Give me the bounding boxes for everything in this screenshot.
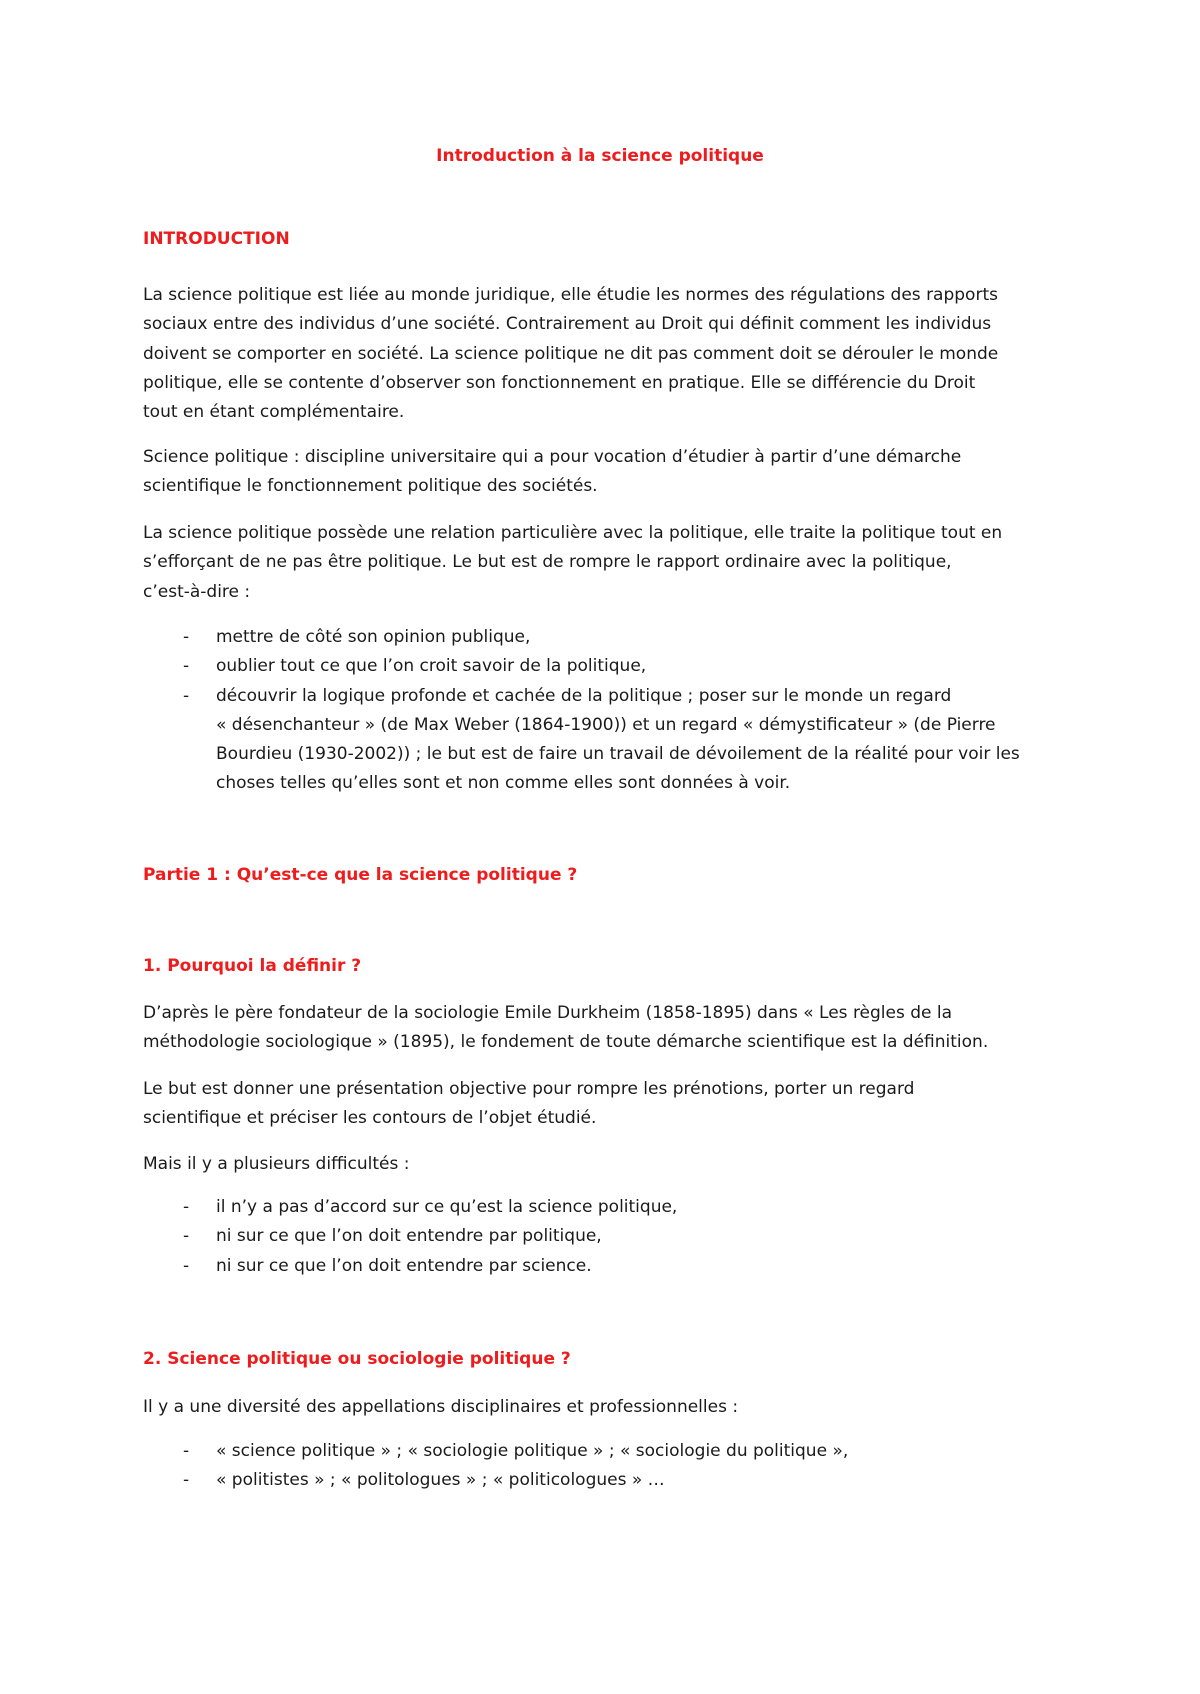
text-line: sociaux entre des individus d’une société. Contrairement au Droit qui définit comment les individus <box>143 314 992 335</box>
partie-1-heading: Partie 1 : Qu’est-ce que la science politique ? <box>143 865 578 885</box>
text-line: scientifique le fonctionnement politique des sociétés. <box>143 476 598 497</box>
intro-heading: INTRODUCTION <box>143 229 290 249</box>
document-page: Introduction à la science politique INTRODUCTION La science politique est liée au monde juridique, elle étudie les normes des régulations des rapports sociaux entre des individus d’une société. Contrairement au Droit qui définit comment les individus doivent se comporter en société. La science politique ne dit pas comment doit se dérouler le monde politique, elle se contente d’observer son fonctionnement en pratique. Elle se différencie du Droit tout en étant complémentaire. Science politique : discipline universitaire qui a pour vocation d’étudier à partir d’une démarche scientifique le fonctionnement politique des sociétés. La science politique possède une relation particulière avec la politique, elle traite la politique tout en s’efforçant de ne pas être politique. Le but est de rompre le rapport ordinaire avec la politique, c’est-à-dire : - mettre de côté son opinion publique, - oublier tout ce que l’on croit savoir de la politique, - découvrir la logique profonde et cachée de la politique ; poser sur le monde un regard « désenchanteur » (de Max Weber (1864-1900)) et un regard « démystificateur » (de Pierre Bourdieu (1930-2002)) ; le but est de faire un travail de dévoilement de la réalité pour voir les choses telles qu’elles sont et non comme elles sont données à voir. Partie 1 : Qu’est-ce que la science politique ? 1. Pourquoi la définir ? D’après le père fondateur de la sociologie Emile Durkheim (1858-1895) dans « Les règles de la méthodologie sociologique » (1895), le fondement de toute démarche scientifique est la définition. Le but est donner une présentation objective pour rompre les prénotions, porter un regard scientifique et préciser les contours de l’objet étudié. Mais il y a plusieurs difficultés : - il n’y a pas d’accord sur ce qu’est la science politique, - ni sur ce que l’on doit entendre par politique, - ni sur ce que l’on doit entendre par science. 2. Science politique ou sociologie politique ? Il y a une diversité des appellations disciplinaires et professionnelles : - « science politique » ; « sociologie politique » ; « sociologie du politique », - « politistes » ; « politologues » ; « politicologues » … <box>0 0 1200 1694</box>
intro-paragraph-2 <box>143 443 1073 502</box>
section-1-paragraph-2 <box>143 1075 1073 1134</box>
section-1-paragraph-1 <box>143 999 1073 1058</box>
text-line: Mais il y a plusieurs difficultés : <box>143 1154 410 1174</box>
section-1-heading: 1. Pourquoi la définir ? <box>143 956 362 976</box>
text-line: politique, elle se contente d’observer son fonctionnement en pratique. Elle se différencie du Droit <box>143 372 976 393</box>
text-line: Science politique : discipline universitaire qui a pour vocation d’étudier à partir d’une démarche <box>143 447 962 467</box>
bullet-dash: - <box>183 1226 190 1247</box>
section-2-paragraph-1 <box>143 1393 1073 1422</box>
bullet-dash: - <box>183 1441 190 1461</box>
bullet-dash: - <box>183 656 190 677</box>
text-line: méthodologie sociologique » (1895), le fondement de toute démarche scientifique est la définition. <box>143 1032 989 1053</box>
document-title: Introduction à la science politique <box>436 146 764 166</box>
bullet-dash: - <box>183 627 190 647</box>
bullet-dash: - <box>183 1470 190 1491</box>
text-line: Il y a une diversité des appellations disciplinaires et professionnelles : <box>143 1397 739 1417</box>
section-1-paragraph-3 <box>143 1150 1073 1179</box>
bullet-dash: - <box>183 1197 190 1217</box>
intro-paragraph-3 <box>143 519 1073 607</box>
text-line: La science politique possède une relation particulière avec la politique, elle traite la politique tout en <box>143 523 1003 543</box>
text-line: doivent se comporter en société. La science politique ne dit pas comment doit se dérouler le monde <box>143 343 999 364</box>
text-line: s’efforçant de ne pas être politique. Le but est de rompre le rapport ordinaire avec la politique, <box>143 552 952 573</box>
text-line: scientifique et préciser les contours de l’objet étudié. <box>143 1108 597 1129</box>
text-line: c’est-à-dire : <box>143 581 251 602</box>
bullet-dash: - <box>183 1255 190 1276</box>
section-2-heading: 2. Science politique ou sociologie politique ? <box>143 1349 571 1369</box>
text-line: La science politique est liée au monde juridique, elle étudie les normes des régulations des rapports <box>143 285 998 305</box>
text-line: D’après le père fondateur de la sociologie Emile Durkheim (1858-1895) dans « Les règles de la <box>143 1003 953 1023</box>
text-line: Le but est donner une présentation objective pour rompre les prénotions, porter un regard <box>143 1079 915 1099</box>
intro-paragraph-1 <box>143 281 1073 427</box>
bullet-dash: - <box>183 685 190 706</box>
text-line: tout en étant complémentaire. <box>143 402 405 423</box>
